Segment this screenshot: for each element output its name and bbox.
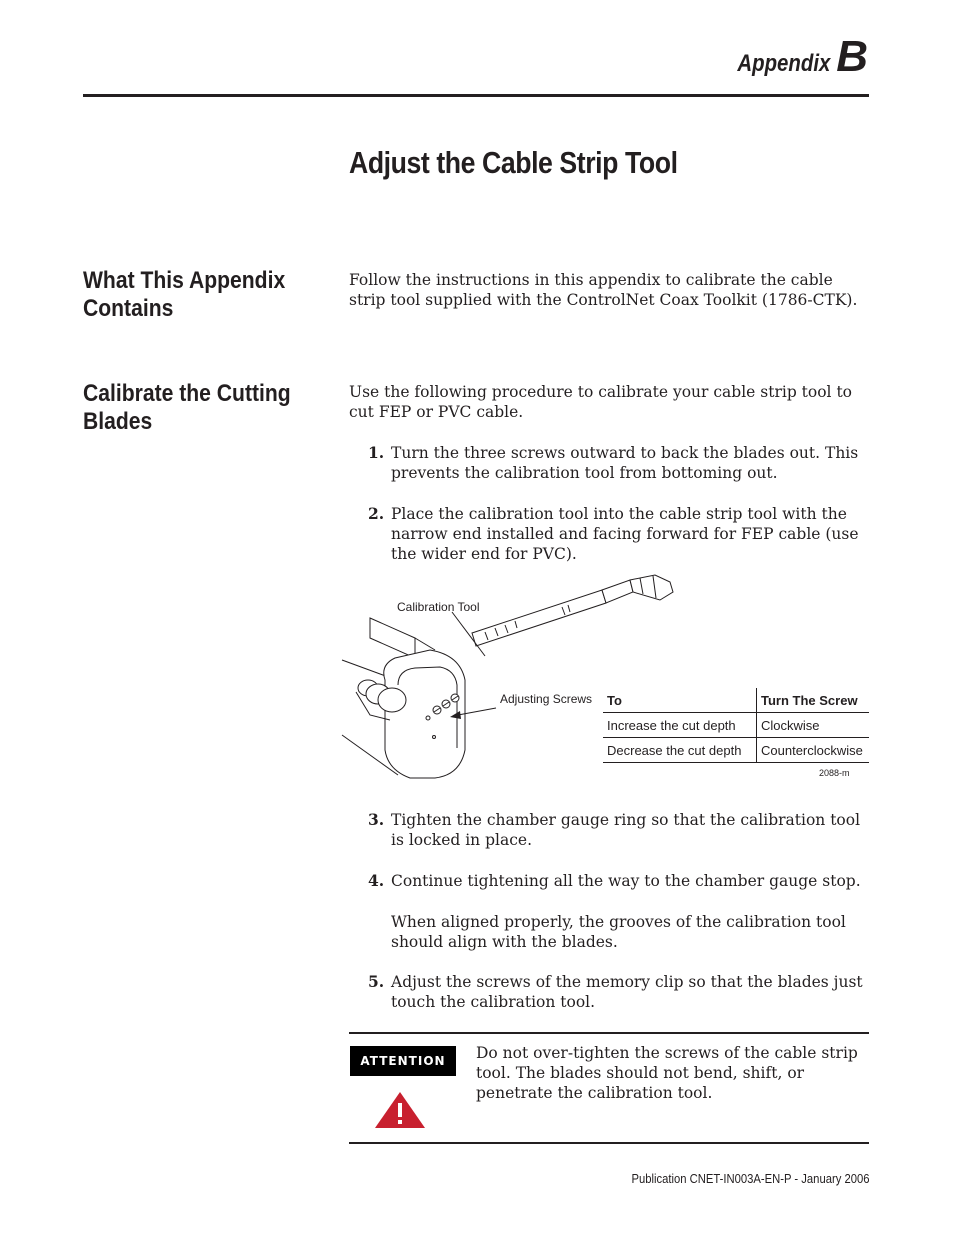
section-body-contents: Follow the instructions in this appendix to calibrate the cable strip tool supplied with the ControlNet Coax Toolkit (1786-CTK).	[349, 271, 858, 309]
page-title: Adjust the Cable Strip Tool	[349, 145, 678, 180]
attention-label: ATTENTION	[350, 1046, 456, 1076]
attention-top-rule	[349, 1032, 869, 1034]
step-number: 4.	[368, 871, 385, 890]
table-cell: Decrease the cut depth	[603, 738, 757, 763]
appendix-letter: B	[836, 32, 868, 81]
step-text: Tighten the chamber gauge ring so that the calibration tool is locked in place.	[391, 811, 861, 849]
table-cell: Counterclockwise	[757, 738, 870, 763]
table-header-cell: Turn The Screw	[757, 688, 870, 713]
calibration-tool-label: Calibration Tool	[397, 600, 480, 614]
table-row	[603, 738, 869, 763]
table-row	[603, 713, 869, 738]
step-text: Turn the three screws outward to back the blades out. This prevents the calibration tool from bottoming out.	[391, 444, 859, 482]
screw-direction-table	[603, 688, 869, 763]
section-heading-calibrate: Calibrate the Cutting Blades	[83, 380, 291, 435]
step-text: Continue tightening all the way to the chamber gauge stop.	[391, 872, 861, 890]
section-body-calibrate: Use the following procedure to calibrate your cable strip tool to cut FEP or PVC cable.	[349, 383, 853, 421]
attention-text: Do not over-tighten the screws of the cable strip tool. The blades should not bend, shift, or penetrate the calibration tool.	[476, 1044, 858, 1102]
table-cell: Clockwise	[757, 713, 870, 738]
step-number: 3.	[368, 810, 385, 829]
adjusting-screws-label: Adjusting Screws	[500, 692, 593, 706]
step-number: 2.	[368, 504, 385, 523]
table-header-row	[603, 688, 869, 713]
step-text: Place the calibration tool into the cable strip tool with the narrow end installed and facing forward for FEP cable (use the wider end for PVC).	[391, 505, 859, 563]
step-note: When aligned properly, the grooves of the calibration tool should align with the blades.	[391, 913, 846, 951]
warning-triangle-icon	[373, 1090, 427, 1134]
table-cell: Increase the cut depth	[603, 713, 757, 738]
figure-code: 2088-m	[819, 768, 850, 778]
section-heading-contents: What This Appendix Contains	[83, 267, 286, 322]
appendix-word: Appendix	[737, 50, 831, 77]
attention-bottom-rule	[349, 1142, 869, 1144]
step-text: Adjust the screws of the memory clip so that the blades just touch the calibration tool.	[391, 973, 863, 1011]
header-rule	[83, 94, 869, 97]
table-header-cell: To	[603, 688, 757, 713]
appendix-heading	[721, 32, 868, 82]
step-number: 5.	[368, 972, 385, 991]
publication-footer: Publication CNET-IN003A-EN-P - January 2006	[630, 1172, 869, 1186]
step-number: 1.	[368, 443, 385, 462]
